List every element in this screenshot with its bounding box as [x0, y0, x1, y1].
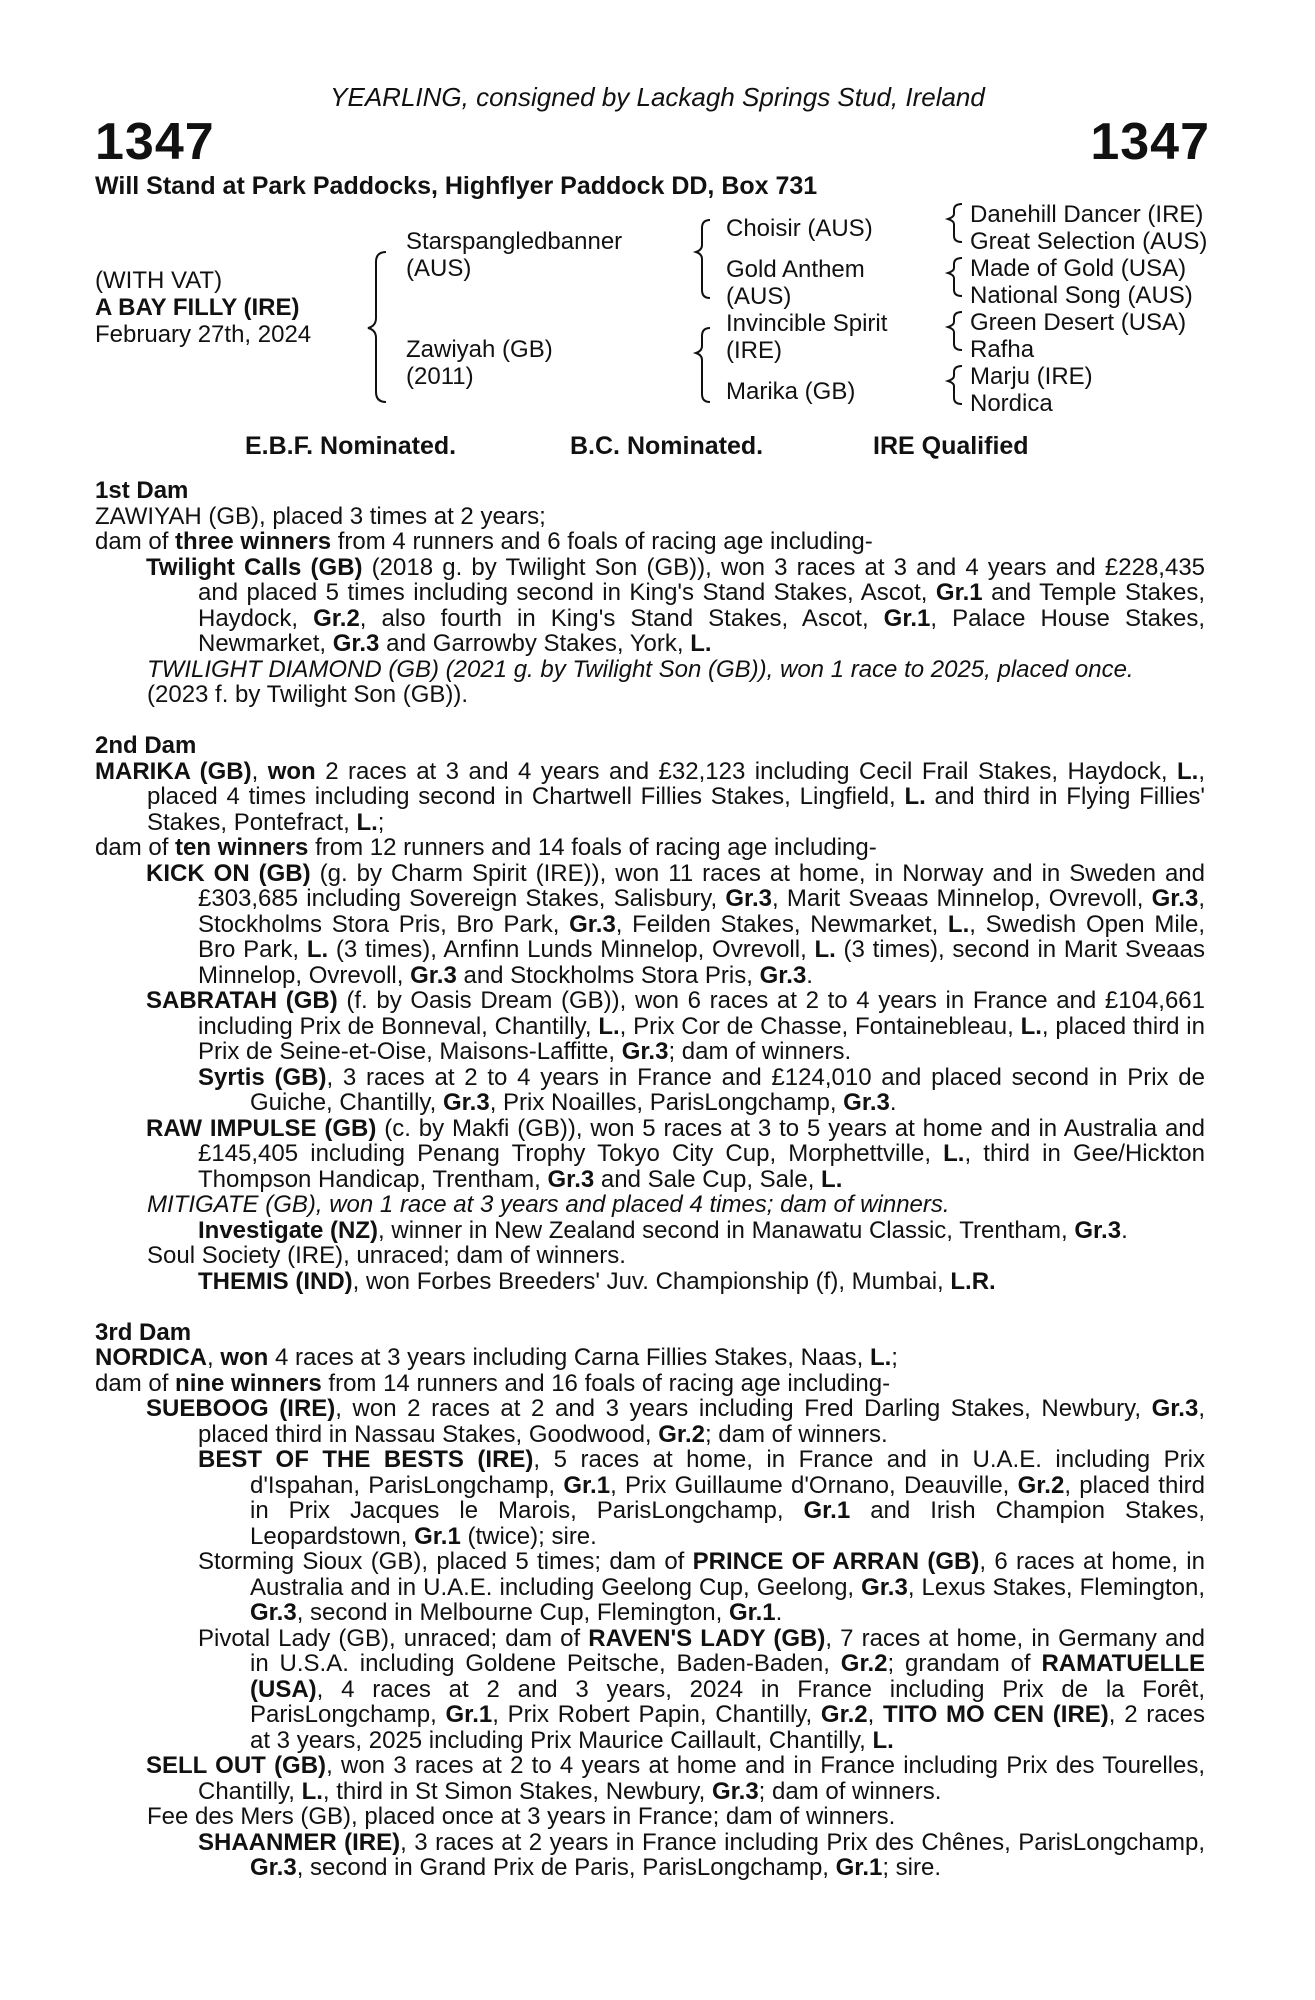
dam-sire-origin: (IRE): [726, 337, 782, 364]
twilight-calls-entry: Twilight Calls (GB) (2018 g. by Twilight Son (GB)), won 3 races at 3 and 4 years and £228,435 and placed 5 times including second in King's Stand Stakes, Ascot, Gr.1 and Temple Stakes, Haydock, Gr.2, also fourth in King's Stand Stakes, Ascot, Gr.1, Palace House Stakes, Newmarket, Gr.3 and Garrowby Stakes, York, L.: [146, 553, 1206, 657]
gen3-4: National Song (AUS): [970, 282, 1193, 309]
best-of-the-bests-entry: BEST OF THE BESTS (IRE), 5 races at home, in France and in U.A.E. including Prix d'Ispahan, ParisLongchamp, Gr.1, Prix Guillaume d'Ornano, Deauville, Gr.2, placed third in Prix Jacques le Marois, ParisLongchamp, Gr.1 and Irish Champion Stakes, Leopardstown, Gr.1 (twice); sire.: [198, 1446, 1205, 1550]
sire-dam-origin: (AUS): [726, 283, 792, 310]
gen3-8: Nordica: [970, 390, 1053, 417]
sueboog-entry: SUEBOOG (IRE), won 2 races at 2 and 3 years including Fred Darling Stakes, Newbury, Gr.3, placed third in Nassau Stakes, Goodwood, Gr.2; dam of winners.: [146, 1395, 1205, 1448]
ire-qualified: IRE Qualified: [873, 432, 1029, 460]
mitigate-entry: MITIGATE (GB), won 1 race at 3 years and placed 4 times; dam of winners.: [147, 1191, 950, 1218]
gen3-1: Danehill Dancer (IRE): [970, 201, 1204, 228]
sire-sire: Choisir (AUS): [726, 215, 873, 242]
sire-dam-name: Gold Anthem: [726, 256, 865, 283]
bracket-g3-3: [948, 312, 962, 350]
dam-dam: Marika (GB): [726, 378, 856, 405]
twilight-diamond-entry: TWILIGHT DIAMOND (GB) (2021 g. by Twilight Son (GB)), won 1 race to 2025, placed once.: [147, 655, 1134, 683]
bracket-dam: [696, 328, 710, 402]
foal-2023-entry: (2023 f. by Twilight Son (GB)).: [147, 681, 469, 708]
pivotal-lady-entry: Pivotal Lady (GB), unraced; dam of RAVEN'S LADY (GB), 7 races at home, in Germany and in U.S.A. including Goldene Peitsche, Baden-Baden, Gr.2; grandam of RAMATUELLE (USA), 4 races at 2 and 3 years, 2024 in France including Prix de la Forêt, ParisLongchamp, Gr.1, Prix Robert Papin, Chantilly, Gr.2, TITO MO CEN (IRE), 2 races at 3 years, 2025 including Prix Maurice Caillault, Chantilly, L.: [198, 1624, 1205, 1754]
soul-society-entry: Soul Society (IRE), unraced; dam of winners.: [147, 1242, 626, 1269]
gen3-2: Great Selection (AUS): [970, 228, 1208, 255]
kick-on-entry: KICK ON (GB) (g. by Charm Spirit (IRE)), won 11 races at home, in Norway and in Sweden and £303,685 including Sovereign Stakes, Salisbury, Gr.3, Marit Sveaas Minnelop, Ovrevoll, Gr.3, Stockholms Stora Pris, Bro Park, Gr.3, Feilden Stakes, Newmarket, L., Swedish Open Mile, Bro Park, L. (3 times), Arnfinn Lunds Minnelop, Ovrevoll, L. (3 times), second in Marit Sveaas Minnelop, Ovrevoll, Gr.3 and Stockholms Stora Pris, Gr.3.: [146, 859, 1205, 989]
shaanmer-entry: SHAANMER (IRE), 3 races at 2 years in France including Prix des Chênes, ParisLongchamp, Gr.3, second in Grand Prix de Paris, ParisLongchamp, Gr.1; sire.: [198, 1828, 1206, 1881]
lot-number-left: 1347: [95, 113, 215, 171]
foaling-date: February 27th, 2024: [95, 321, 312, 348]
second-dam-produce-line: dam of ten winners from 12 runners and 14 foals of racing age including-: [95, 834, 877, 861]
gen3-3: Made of Gold (USA): [970, 255, 1187, 282]
fee-des-mers-entry: Fee des Mers (GB), placed once at 3 years in France; dam of winners.: [147, 1803, 896, 1830]
first-dam-produce-line: dam of three winners from 4 runners and 6 foals of racing age including-: [95, 528, 873, 555]
investigate-entry: Investigate (NZ), winner in New Zealand second in Manawatu Classic, Trentham, Gr.3.: [198, 1216, 1128, 1244]
nordica-entry: NORDICA, won 4 races at 3 years including Carna Fillies Stakes, Naas, L.;: [95, 1344, 898, 1371]
storming-sioux-entry: Storming Sioux (GB), placed 5 times; dam of PRINCE OF ARRAN (GB), 6 races at home, in Australia and in U.A.E. including Geelong Cup, Geelong, Gr.3, Lexus Stakes, Flemington, Gr.3, second in Melbourne Cup, Flemington, Gr.1.: [198, 1548, 1205, 1626]
gen3-5: Green Desert (USA): [970, 309, 1187, 336]
bracket-g3-4: [948, 366, 962, 404]
dam-year: (2011): [406, 363, 474, 390]
consignment-line: YEARLING, consigned by Lackagh Springs Stud, Ireland: [330, 82, 985, 112]
raw-impulse-entry: RAW IMPULSE (GB) (c. by Makfi (GB)), won 5 races at 3 to 5 years at home and in Australia and £145,405 including Penang Trophy Tokyo City Cup, Morphettville, L., third in Gee/Hickton Thompson Handicap, Trentham, Gr.3 and Sale Cup, Sale, L.: [146, 1114, 1205, 1193]
dam-name: Zawiyah (GB): [406, 336, 553, 363]
bracket-gen1: [368, 252, 386, 402]
bracket-g3-2: [948, 258, 962, 296]
sire-name: Starspangledbanner: [406, 228, 623, 255]
bracket-g3-1: [948, 204, 962, 242]
horse-name: A BAY FILLY (IRE): [95, 294, 300, 321]
third-dam-produce-line: dam of nine winners from 14 runners and 16 foals of racing age including-: [95, 1369, 891, 1397]
bracket-sire: [696, 220, 710, 298]
catalogue-body: [95, 478, 1205, 1881]
sabratah-entry: SABRATAH (GB) (f. by Oasis Dream (GB)), won 6 races at 2 to 4 years in France and £104,661 including Prix de Bonneval, Chantilly, L., Prix Cor de Chasse, Fontainebleau, L., placed third in Prix de Seine-et-Oise, Maisons-Laffitte, Gr.3; dam of winners.: [146, 987, 1205, 1065]
second-dam-heading: 2nd Dam: [95, 732, 197, 759]
sire-origin: (AUS): [406, 255, 472, 282]
stand-location: Will Stand at Park Paddocks, Highflyer Paddock DD, Box 731: [95, 172, 818, 200]
gen3-6: Rafha: [970, 336, 1035, 363]
marika-entry: MARIKA (GB), won 2 races at 3 and 4 years and £32,123 including Cecil Frail Stakes, Haydock, L., placed 4 times including second in Chartwell Fillies Stakes, Lingfield, L. and third in Flying Fillies' Stakes, Pontefract, L.;: [95, 757, 1206, 836]
lot-number-right: 1347: [1090, 113, 1210, 171]
third-dam-heading: 3rd Dam: [95, 1318, 192, 1346]
bc-nomination: B.C. Nominated.: [570, 432, 764, 460]
first-dam-heading: 1st Dam: [95, 477, 189, 504]
syrtis-entry: Syrtis (GB), 3 races at 2 to 4 years in France and £124,010 and placed second in Prix de Guiche, Chantilly, Gr.3, Prix Noailles, ParisLongchamp, Gr.3.: [198, 1063, 1206, 1116]
gen3-7: Marju (IRE): [970, 363, 1093, 390]
ebf-nomination: E.B.F. Nominated.: [245, 432, 457, 460]
sell-out-entry: SELL OUT (GB), won 3 races at 2 to 4 years at home and in France including Prix des Tourelles, Chantilly, L., third in St Simon Stakes, Newbury, Gr.3; dam of winners.: [146, 1752, 1206, 1805]
dam-sire-name: Invincible Spirit: [726, 310, 888, 337]
vat-note: (WITH VAT): [95, 267, 223, 294]
themis-entry: THEMIS (IND), won Forbes Breeders' Juv. Championship (f), Mumbai, L.R.: [198, 1267, 996, 1295]
first-dam-line: ZAWIYAH (GB), placed 3 times at 2 years;: [95, 502, 546, 530]
